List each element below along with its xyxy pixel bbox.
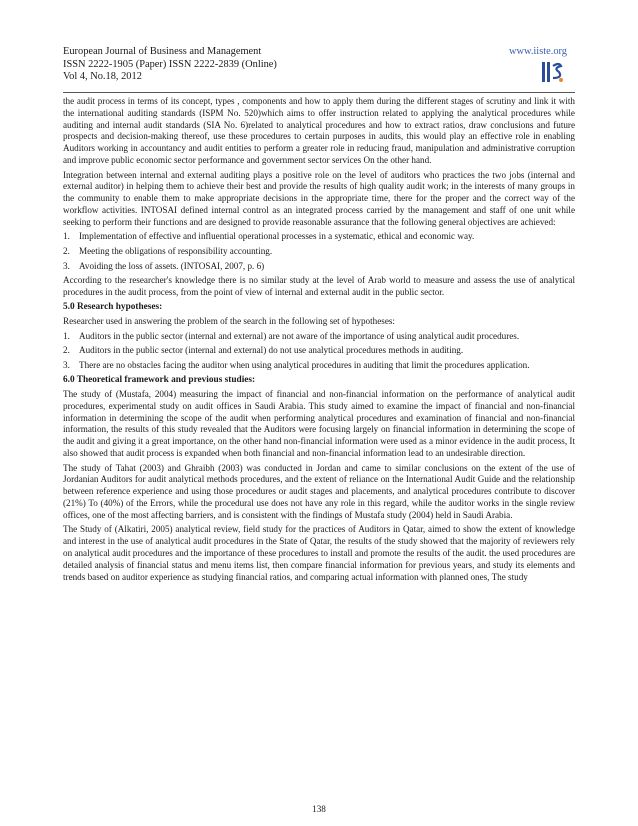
paragraph: the audit process in terms of its concept, types , components and how to apply them during the different stages of scrutiny and link it with the international auditing standards (ISPM No. 520)which aims to offer instruction related to applying the analytical procedures while auditing and internal audit standards (SIA No. 6)related to analytical procedures and how to extract ratios, draw conclusions and future prospects and decision-making thereof, use these procedures to certain purposes in audits, this would play an effective role in enabling Auditors working in accountancy and audit entities to perform a greater role in reducing fraud, manipulation and administrative corruption and improve public economic sector performance and government sector services On the other hand. xyxy=(63,96,575,165)
section-heading: 5.0 Research hypotheses: xyxy=(63,301,163,312)
list-item-text: There are no obstacles facing the auditor when using analytical procedures in auditing that limit the procedures application. xyxy=(79,359,530,370)
list-item-number: 2. xyxy=(63,345,70,356)
paragraph: The study of (Mustafa, 2004) measuring the impact of financial and non-financial information on the performance of analytical audit procedures, experimental study on audit offices in Saudi Arabia. This study aimed to examine the impact of financial and non-financial information in determining the scope of the audit when performing analytical procedures and examination of financial and non-financial information, the results of this study revealed that the Auditors were focusing largely on financial information in determining the scope of the audit and giving it a great importance, on the other hand non-financial information were used as a minor evidence in the audit process, It also showed that audit process is expanded when both financial and non-financial information lead to an undesirable direction. xyxy=(63,389,575,459)
list-item-text: Avoiding the loss of assets. (INTOSAI, 2007, p. 6) xyxy=(79,260,265,271)
journal-name: European Journal of Business and Management xyxy=(63,46,262,57)
list-item-text: Auditors in the public sector (internal and external) are not aware of the importance of using analytical audit procedures. xyxy=(79,330,520,341)
journal-volume: Vol 4, No.18, 2012 xyxy=(63,71,142,83)
list-item-text: Meeting the obligations of responsibility accounting. xyxy=(79,245,273,256)
list-item xyxy=(63,246,575,258)
header-rule xyxy=(63,92,575,93)
list-item-text: Auditors in the public sector (internal and external) do not use analytical procedures methods in auditing. xyxy=(79,345,464,356)
section-heading: 6.0 Theoretical framework and previous studies: xyxy=(63,374,256,385)
list-item xyxy=(63,360,575,372)
list-item-number: 3. xyxy=(63,260,70,271)
paragraph: The Study of (Alkatiri, 2005) analytical review, field study for the practices of Auditors in Qatar, aimed to show the extent of knowledge and interest in the use of analytical audit procedures in the State of Qatar, the results of the study showed that the majority of reviewers rely on analytical audit procedures and the importance of these procedures to install and promote the results of the audit. the used procedures are detailed analysis of financial status and menu items list, then compare financial information for previous years, and study its elements and trends based on auditor experience as studying financial ratios, and comparing actual information with planned ones, The study xyxy=(63,524,575,582)
list-item-number: 3. xyxy=(63,359,70,370)
list-item-number: 2. xyxy=(63,245,70,256)
journal-header xyxy=(63,46,575,90)
list-item-number: 1. xyxy=(63,231,70,242)
article-body xyxy=(63,96,575,586)
paragraph: The study of Tahat (2003) and Ghraibh (2003) was conducted in Jordan and came to similar conclusions on the extent of the use of Jordanian Auditors for audit analytical methods procedures, and the extent of reliance on the International Audit Guide and the relationship between reference experience and using those procedures or audit stages and placements, and analytical procedures contribute to discover (21%) To (40%) of the Errors, while the procedural use does not have any role in this regard, while the auditor works in the single review offices, one of the most affecting barriers, and is consistent with the findings of Mustafa study (2004) held in Saudi Arabia. xyxy=(63,462,575,520)
paragraph: Integration between internal and external auditing plays a positive role on the level of auditors who practices the two jobs (internal and external auditor) in helping them to achieve their best and provide the results of high quality audit work; in the interests of many groups in the community to enable them to make appropriate decisions in the appropriate time, there for the proper and the correct way of the workflow activities. INTOSAI defined internal control as an integrated process carried by the management and staff of one unit while seeking to perform their functions and are designed to provide reasonable assurance that the following general objectives are achieved: xyxy=(63,169,575,227)
paragraph: According to the researcher's knowledge there is no similar study at the level of Arab world to measure and assess the use of analytical procedures in the audit process, from the point of view of internal and external audit in the public sector. xyxy=(63,275,575,297)
iiste-logo xyxy=(539,60,565,84)
list-item xyxy=(63,261,575,273)
list-item-text: Implementation of effective and influential operational processes in a systematic, ethical and economic way. xyxy=(79,231,475,242)
journal-url-link[interactable]: www.iiste.org xyxy=(508,46,567,57)
paragraph: Researcher used in answering the problem of the search in the following set of hypotheses: xyxy=(63,316,395,327)
list-item xyxy=(63,231,575,243)
list-item xyxy=(63,345,575,357)
list-item xyxy=(63,331,575,343)
page-number: 138 xyxy=(312,804,326,814)
journal-issn: ISSN 2222-1905 (Paper) ISSN 2222-2839 (Online) xyxy=(63,58,277,70)
list-item-number: 1. xyxy=(63,330,70,341)
